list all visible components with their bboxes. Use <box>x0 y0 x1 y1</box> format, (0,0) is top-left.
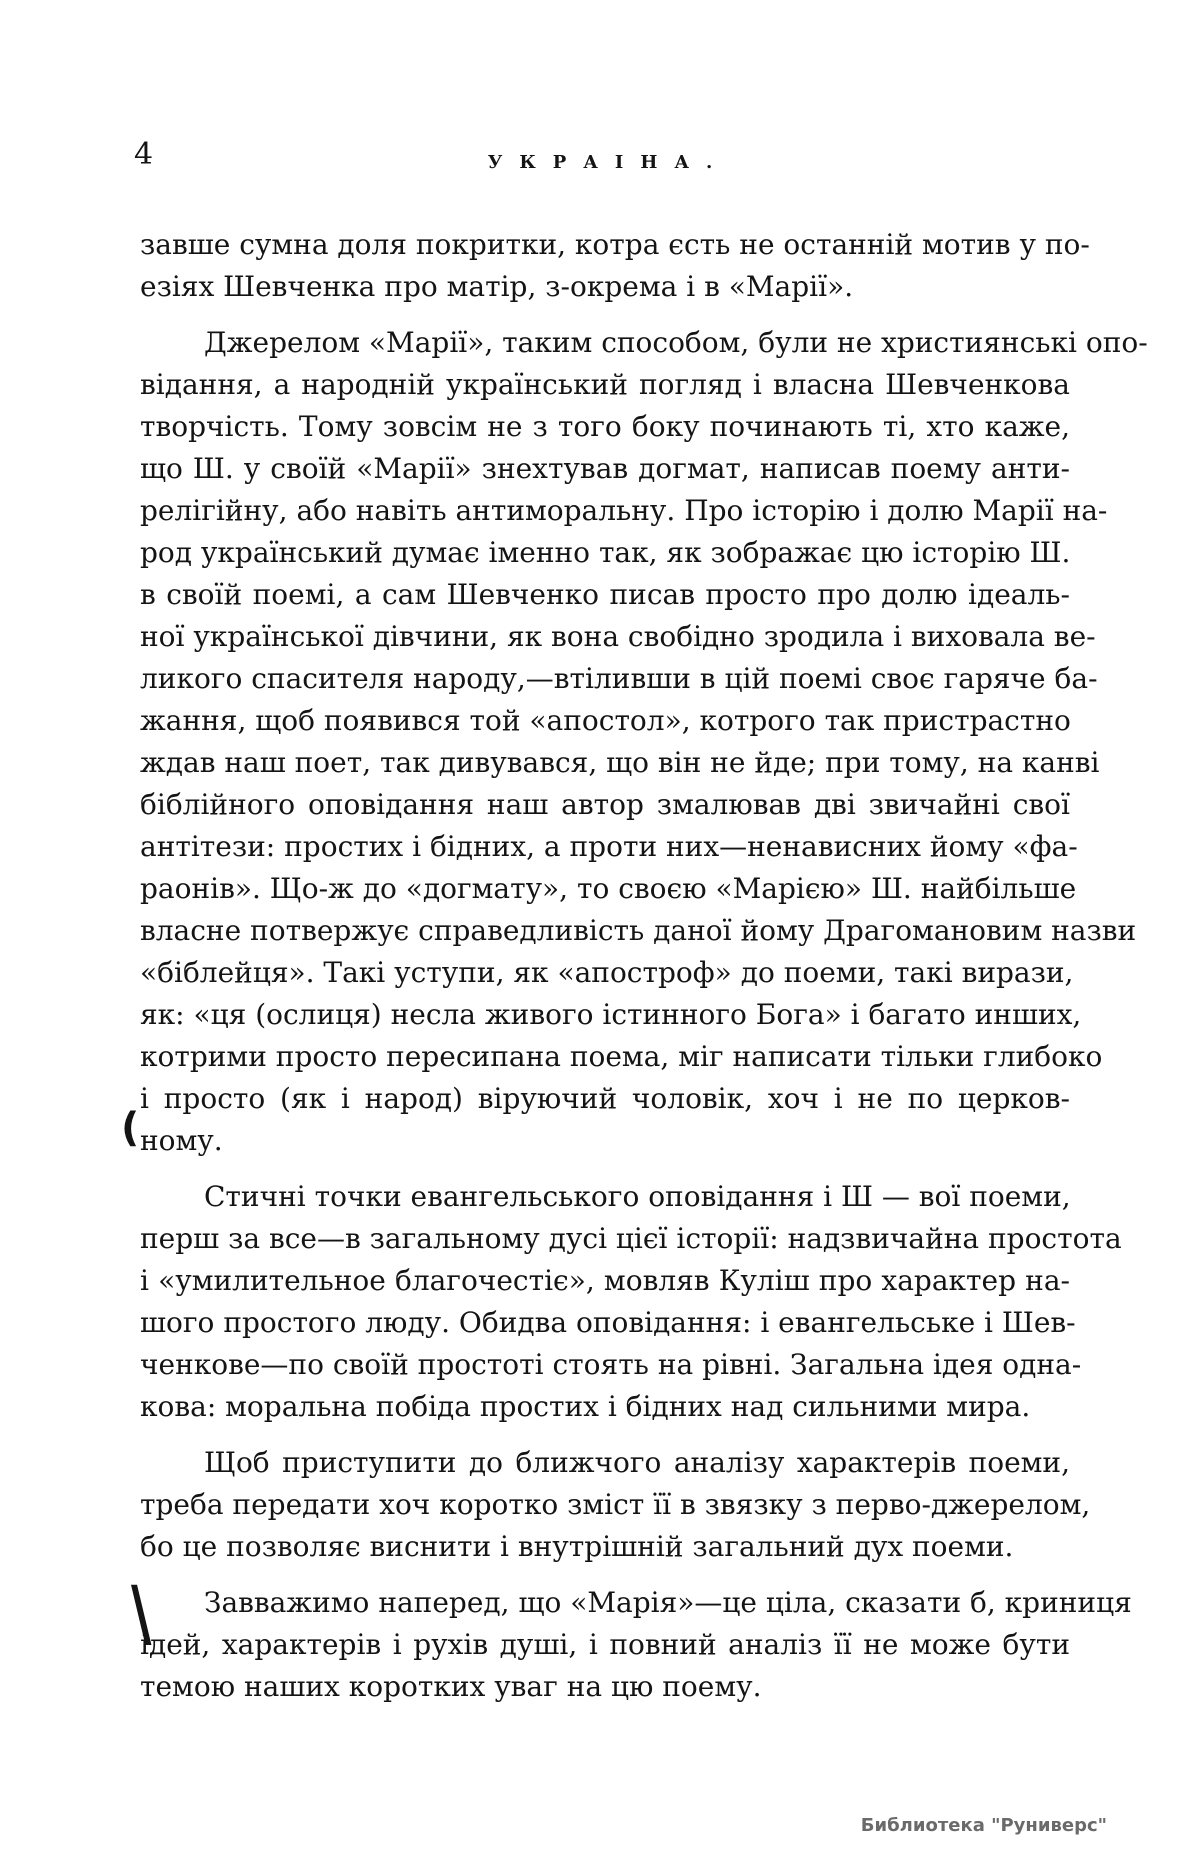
text-line: Джерелом «Марії», таким способом, були не християнські опо- <box>204 326 1148 359</box>
text-line: ному. <box>140 1124 223 1157</box>
text-line: в своїй поемі, а сам Шевченко писав просто про долю ідеаль- <box>140 578 1070 611</box>
text-line: Щоб приступити до ближчого аналізу характерів поеми, <box>204 1446 1070 1479</box>
text-line: Завважимо наперед, що «Марія»—це ціла, сказати б, криниця <box>204 1586 1132 1619</box>
text-line: жання, щоб появився той «апостол», котрого так пристрастно <box>140 704 1071 737</box>
paragraph-gap <box>140 1568 1070 1582</box>
text-line: род український думає іменно так, як зображає цю історію Ш. <box>140 536 1071 569</box>
paragraph-gap <box>140 308 1070 322</box>
text-line: що Ш. у своїй «Марії» знехтував догмат, написав поему анти- <box>140 452 1070 485</box>
text-line: кова: моральна побіда простих і бідних над сильними мира. <box>140 1390 1031 1423</box>
running-head: УКРАІНА. <box>487 152 730 173</box>
text-line: як: «ця (ослиця) несла живого істинного Бога» і багато инших, <box>140 998 1082 1031</box>
text-line: релігійну, або навіть антиморальну. Про історію і долю Марії на- <box>140 494 1108 527</box>
text-line: Стичні точки евангельського оповідання і Ш — вої поеми, <box>204 1180 1071 1213</box>
paragraph-gap <box>140 1162 1070 1176</box>
body-text <box>140 224 1148 1708</box>
text-line: і просто (як і народ) віруючий чоловік, хоч і не по церков- <box>140 1082 1070 1115</box>
text-line: ної української дівчини, як вона свобідно зродила і виховала ве- <box>140 620 1096 653</box>
text-line: біблійного оповідання наш автор змалював дві звичайні свої <box>140 788 1070 821</box>
text-line: ждав наш поет, так дивувався, що він не йде; при тому, на канві <box>140 746 1100 779</box>
library-watermark: Библиотека "Руниверс" <box>860 1815 1107 1836</box>
text-line: езіях Шевченка про матір, з-окрема і в «Марії». <box>140 270 854 303</box>
text-line: шого простого люду. Обидва оповідання: і евангельське і Шев- <box>140 1306 1076 1339</box>
page-number: 4 <box>134 137 154 172</box>
paragraph <box>140 322 1148 1162</box>
text-line: відання, а народній український погляд і власна Шевченкова <box>140 368 1070 401</box>
text-line: бо це позволяє виснити і внутрішній загальний дух поеми. <box>140 1530 1014 1563</box>
text-line: котрими просто пересипана поема, міг написати тільки глибоко <box>140 1040 1103 1073</box>
paragraph-gap <box>140 1428 1070 1442</box>
text-line: треба передати хоч коротко зміст її в звязку з перво-джерелом, <box>140 1488 1091 1521</box>
paragraph <box>140 1582 1132 1708</box>
text-line: «біблейця». Такі уступи, як «апостроф» до поеми, такі вирази, <box>140 956 1074 989</box>
text-line: і «умилительное благочестіє», мовляв Куліш про характер на- <box>140 1264 1070 1297</box>
text-line: ченкове—по своїй простоті стоять на рівні. Загальна ідея одна- <box>140 1348 1082 1381</box>
text-line: ликого спасителя народу,—втіливши в цій поемі своє гаряче ба- <box>140 662 1098 695</box>
margin-stroke-mark: \ <box>131 1571 152 1656</box>
paragraph <box>140 1176 1122 1428</box>
margin-bracket-mark: ( <box>121 1105 140 1151</box>
paragraph <box>140 224 1090 308</box>
text-line: ідей, характерів і рухів душі, і повний аналіз її не може бути <box>140 1628 1070 1661</box>
text-line: темою наших коротких уваг на цю поему. <box>140 1670 762 1703</box>
text-line: творчість. Тому зовсім не з того боку починають ті, хто каже, <box>140 410 1070 443</box>
text-line: раонів». Що-ж до «догмату», то своєю «Марією» Ш. найбільше <box>140 872 1077 905</box>
text-line: антітези: простих і бідних, а проти них—ненависних йому «фа- <box>140 830 1078 863</box>
text-line: завше сумна доля покритки, котра єсть не останній мотив у по- <box>140 228 1090 261</box>
text-line: власне потвержує справедливість даної йому Драгомановим назви <box>140 914 1137 947</box>
paragraph <box>140 1442 1091 1568</box>
text-line: перш за все—в загальному дусі цієї історії: надзвичайна простота <box>140 1222 1122 1255</box>
